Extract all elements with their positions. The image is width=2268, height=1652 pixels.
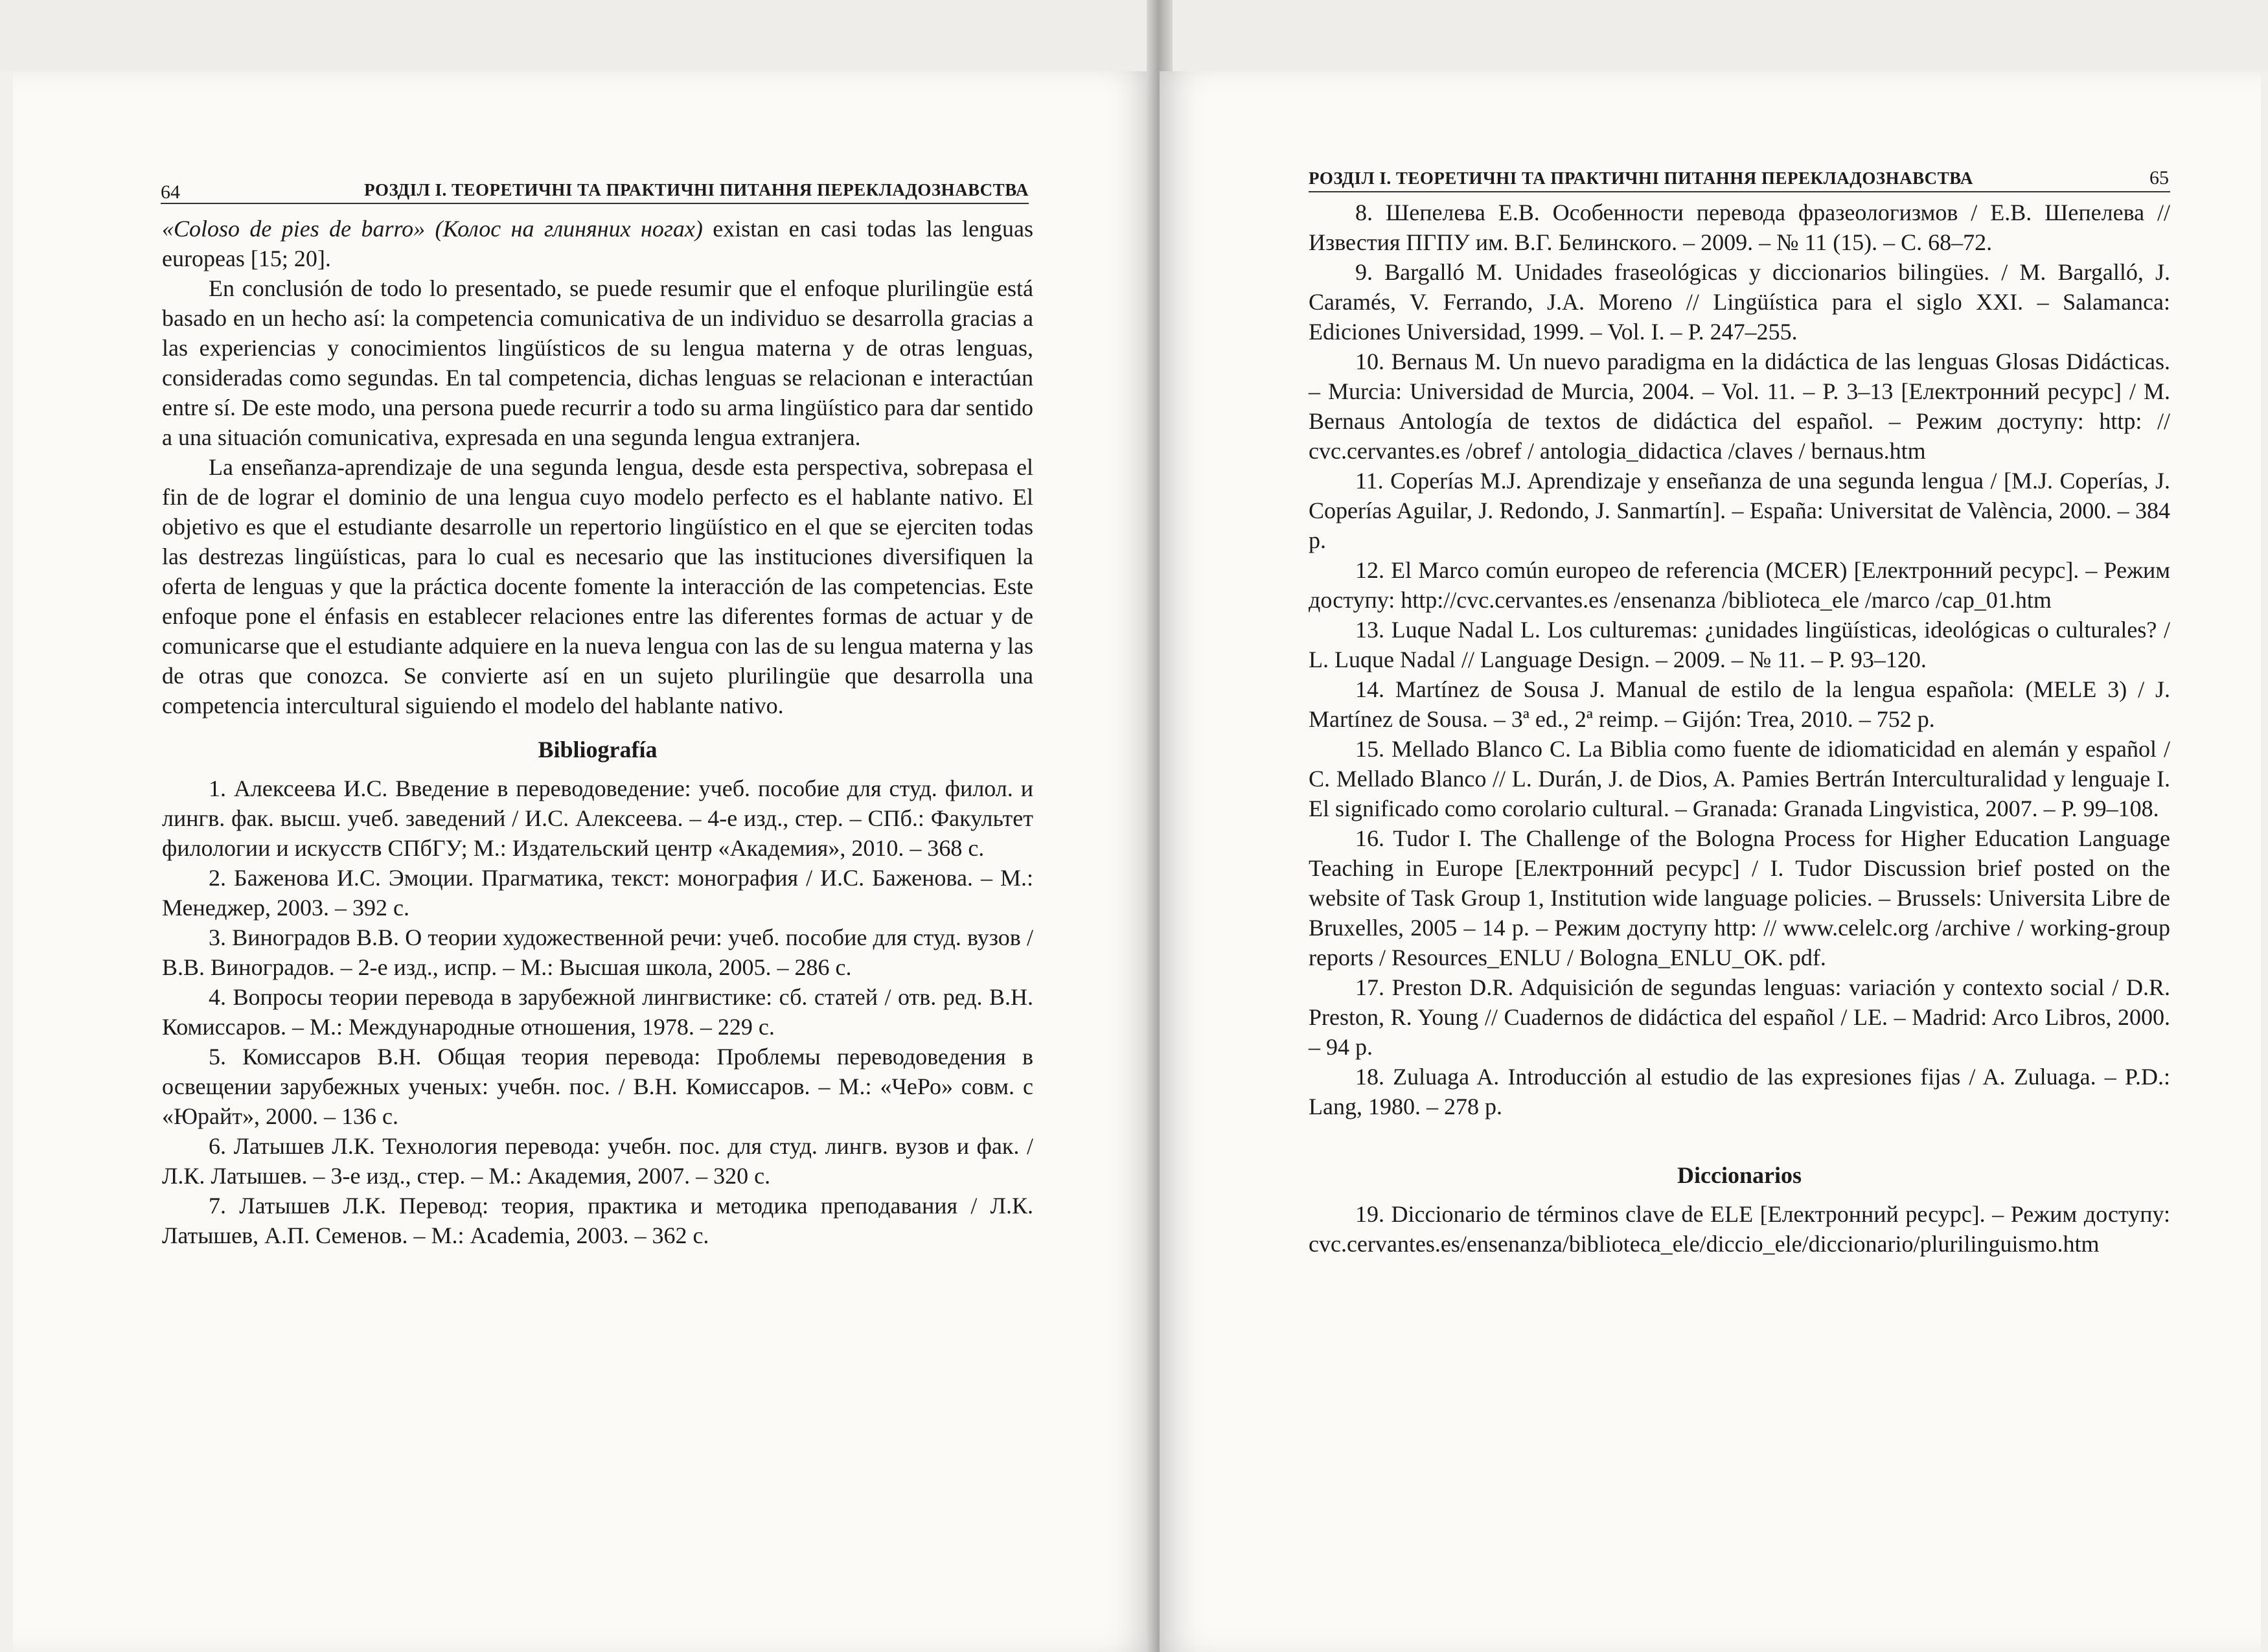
opening-paragraph [162,214,1033,273]
reference-item: 11. Coperías M.J. Aprendizaje y enseñanza de una segunda lengua / [M.J. Coperías, J. Coperías Aguilar, J. Redondo, J. Sanmartín]. – España: Universitat de València, 2000. – 384 p. [1309,468,2170,553]
dictionaries-heading: Diccionarios [1677,1162,1802,1188]
right-running-header: РОЗДІЛ І. ТЕОРЕТИЧНІ ТА ПРАКТИЧНІ ПИТАННЯ ПЕРЕКЛАДОЗНАВСТВА [1309,168,2170,192]
reference-item: 15. Mellado Blanco C. La Biblia como fuente de idiomaticidad en alemán y español / C. Mellado Blanco // L. Durán, J. de Dios, A. Pamies Bertrán Interculturalidad y lenguaje I. El significado como corolario cultural. – Granada: Granada Lingvistica, 2007. – P. 99–108. [1309,736,2170,821]
reference-item: 10. Bernaus M. Un nuevo paradigma en la didáctica de las lenguas Glosas Didácticas. – Murcia: Universidad de Murcia, 2004. – Vol. 11. – P. 3–13 [Електронний ресурс] / M. Bernaus Antología de textos de didáctica del español. – Режим доступу: http: // cvc.cervantes.es /obref / antologia_didactica /claves / bernaus.htm [1309,349,2170,464]
reference-item: 14. Martínez de Sousa J. Manual de estilo de la lengua española: (MELE 3) / J. Martínez de Sousa. – 3ª ed., 2ª reimp. – Gijón: Trea, 2010. – 752 p. [1309,676,2170,732]
reference-item: 7. Латышев Л.К. Перевод: теория, практика и методика преподавания / Л.К. Латышев, А.П. Семенов. – М.: Academia, 2003. – 362 с. [162,1193,1033,1248]
body-paragraph-2: La enseñanza-aprendizaje de una segunda lengua, desde esta perspectiva, sobrepasa el fin de de lograr el dominio de una lengua cuyo modelo perfecto es el hablante nativo. El objetivo es que el estudiante desarrolle un repertorio lingüístico en el que se ejerciten todas las destrezas lingüísticas, para lo cual es necesario que las instituciones diversifiquen la oferta de lenguas y que la práctica docente fomente la interacción de las competencias. Este enfoque pone el énfasis en establecer relaciones entre las diferentes formas de actuar y de comunicarse que el estudiante adquiere en la nueva lengua con las de su lengua materna y las de otras que conozca. Se convierte así en un sujeto plurilingüe que desarrolla una competencia intercultural siguiendo el modelo del hablante nativo. [162,454,1033,718]
reference-item: 2. Баженова И.С. Эмоции. Прагматика, текст: монография / И.С. Баженова. – М.: Менеджер, 2003. – 392 с. [162,865,1033,921]
opening-italic-phrase: «Coloso de pies de barro» (Колос на глиняних ногах) [162,216,703,242]
right-text-column [1309,198,2170,1259]
reference-item: 12. El Marco común europeo de referencia (MCER) [Електронний ресурс]. – Режим доступу: http://cvc.cervantes.es /ensenanza /biblioteca_ele /marco /cap_01.htm [1309,557,2170,613]
bibliography-heading: Bibliografía [538,737,658,763]
reference-item: 5. Комиссаров В.Н. Общая теория перевода: Проблемы переводоведения в освещении зарубежных ученых: учебн. пос. / В.Н. Комиссаров. – М.: «ЧеРо» совм. с «Юрайт», 2000. – 136 с. [162,1044,1033,1129]
reference-item: 1. Алексеева И.С. Введение в переводоведение: учеб. пособие для студ. филол. и лингв. фак. высш. учеб. заведений / И.С. Алексеева. – 4-е изд., стер. – СПб.: Факультет филологии и искусств СПбГУ; М.: Издательский центр «Академия», 2010. – 368 с. [162,775,1033,861]
reference-item: 16. Tudor I. The Challenge of the Bologna Process for Higher Education Language Teaching in Europe [Електронний ресурс] / I. Tudor Discussion brief posted on the website of Task Group 1, Institution wide language policies. – Brussels: Universita Libre de Bruxelles, 2005 – 14 p. – Режим доступу http: // www.celelc.org /archive / working-group reports / Resources_ENLU / Bologna_ENLU_OK. pdf. [1309,825,2170,970]
reference-item: 18. Zuluaga A. Introducción al estudio de las expresiones fijas / A. Zuluaga. – P.D.: Lang, 1980. – 278 p. [1309,1064,2170,1119]
left-page-number: 64 [161,181,180,203]
reference-item: 6. Латышев Л.К. Технология перевода: учебн. пос. для студ. лингв. вузов и фак. / Л.К. Латышев. – 3-е изд., стер. – М.: Академия, 2007. – 320 с. [162,1133,1033,1189]
reference-item: 9. Bargalló M. Unidades fraseológicas y diccionarios bilingües. / M. Bargalló, J. Caramés, V. Ferrando, J.A. Moreno // Lingüística para el siglo XXI. – Salamanca: Ediciones Universidad, 1999. – Vol. I. – P. 247–255. [1309,259,2170,345]
left-running-header: РОЗДІЛ І. ТЕОРЕТИЧНІ ТА ПРАКТИЧНІ ПИТАННЯ ПЕРЕКЛАДОЗНАВСТВА [161,180,1029,204]
reference-item: 8. Шепелева Е.В. Особенности перевода фразеологизмов / Е.В. Шепелева // Известия ПГПУ им. В.Г. Белинского. – 2009. – № 11 (15). – С. 68–72. [1309,200,2170,255]
body-paragraph-1: En conclusión de todo lo presentado, se puede resumir que el enfoque plurilingüe está basado en un hecho así: la competencia comunicativa de un individuo se desarrolla gracias a las experiencias y conocimientos lingüísticos de su lengua materna y de otras lenguas, consideradas como segundas. En tal competencia, dichas lenguas se relacionan e interactúan entre sí. De este modo, una persona puede recurrir a todo su arma lingüístico para dar sentido a una situación comunicativa, expresada en una segunda lengua extranjera. [162,275,1033,450]
right-page [1160,71,2261,1652]
reference-item: 3. Виноградов В.В. О теории художественной речи: учеб. пособие для студ. вузов / В.В. Виноградов. – 2-е изд., испр. – М.: Высшая школа, 2005. – 286 с. [162,924,1033,980]
right-page-number: 65 [2149,167,2169,189]
opening-rest: existan en casi todas las lenguas europeas [15; 20]. [162,216,1033,271]
reference-item: 13. Luque Nadal L. Los culturemas: ¿unidades lingüísticas, ideológicas o culturales? / L. Luque Nadal // Language Design. – 2009. – № 11. – P. 93–120. [1309,617,2170,672]
left-page [13,71,1153,1652]
reference-item: 17. Preston D.R. Adquisición de segundas lenguas: variación y contexto social / D.R. Preston, R. Young // Cuadernos de didáctica del español / LE. – Madrid: Arco Libros, 2000. – 94 p. [1309,974,2170,1060]
reference-item: 4. Вопросы теории перевода в зарубежной лингвистике: сб. статей / отв. ред. В.Н. Комиссаров. – М.: Международные отношения, 1978. – 229 с. [162,984,1033,1040]
left-text-column [162,214,1033,1250]
dictionary-item: 19. Diccionario de términos clave de ELE [Електронний ресурс]. – Режим доступу: cvc.cervantes.es/ensenanza/biblioteca_ele/diccio_ele/diccionario/plurilinguismo.htm [1309,1201,2170,1257]
scan-top-edge [0,0,2268,71]
